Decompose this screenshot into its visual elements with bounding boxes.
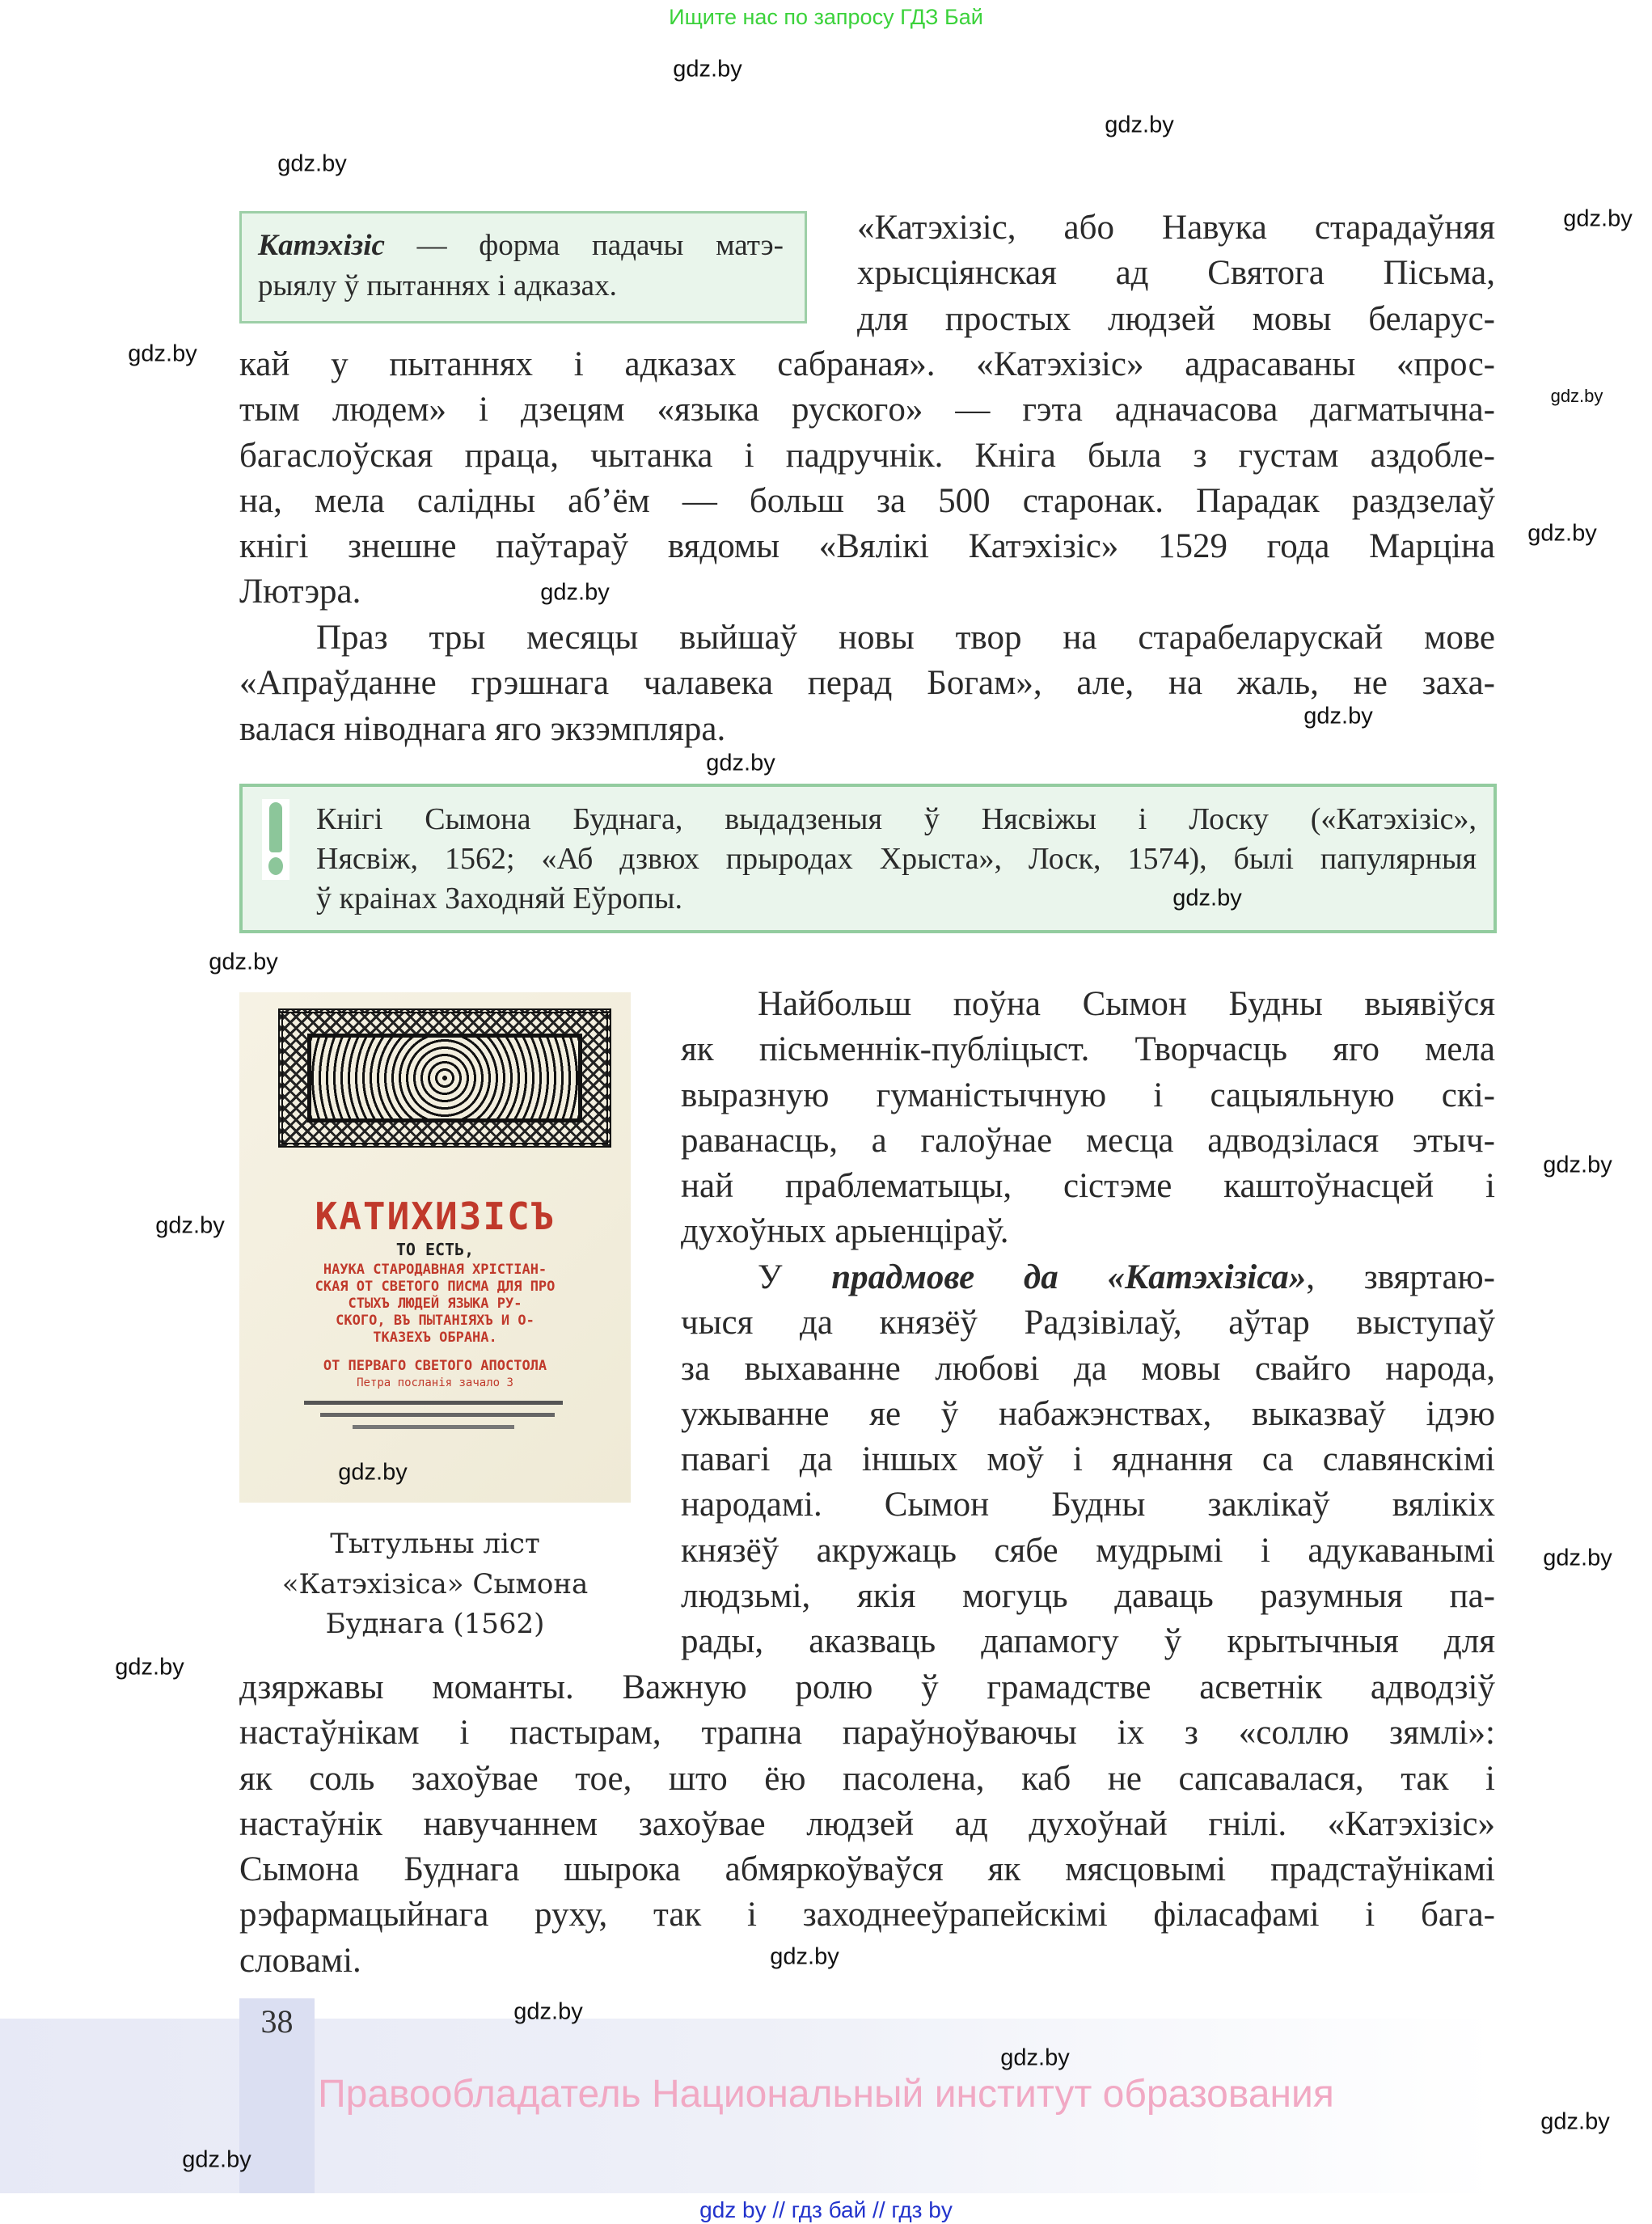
text-line: «Апраўданне грэшнага чалавека перад Богам», але, на жаль, не заха- bbox=[239, 664, 1495, 703]
text-line: настаўнік навучаннем захоўвае людзей ад духоўнай гнілі. «Катэхізіс» bbox=[239, 1804, 1495, 1843]
paragraph-1-right bbox=[857, 205, 1495, 342]
image-apostle-line: ОТ ПЕРВАГО СВЕТОГО АПОСТОЛА bbox=[323, 1358, 547, 1374]
text-line: людзьмі, якія могуць даваць разумныя па- bbox=[681, 1577, 1495, 1616]
text-line: У прадмове да «Катэхізіса», звяртаю- bbox=[758, 1258, 1495, 1296]
text-line: як пісьменнік-публіцыст. Творчасць яго мела bbox=[681, 1030, 1495, 1069]
text-line: раванасць, а галоўнае месца адводзілася этыч- bbox=[681, 1121, 1495, 1160]
watermark: gdz.by bbox=[115, 1654, 184, 1681]
image-text bbox=[239, 1262, 631, 1347]
watermark: gdz.by bbox=[182, 2146, 251, 2173]
text-line: дзяржавы моманты. Важную ролю ў грамадстве асветнік адводзіў bbox=[239, 1668, 1495, 1706]
text-line: ужыванне яе ў набажэнствах, выказваў ідэю bbox=[681, 1394, 1495, 1433]
text-line: «Катэхізіс, або Навука старадаўняя bbox=[857, 209, 1495, 247]
text-line: за выхаванне любові да мовы свайго народа, bbox=[681, 1349, 1495, 1388]
text-line: для простых людзей мовы беларус- bbox=[857, 299, 1495, 338]
watermark: gdz.by bbox=[1543, 1545, 1612, 1571]
paragraph-4-right bbox=[681, 1255, 1495, 1665]
text-line: Найбольш поўна Сымон Будны выявіўся bbox=[758, 985, 1495, 1023]
exclamation-icon bbox=[262, 799, 289, 880]
watermark: gdz.by bbox=[1172, 885, 1242, 911]
watermark: gdz.by bbox=[540, 579, 610, 606]
text-line: чыся да князёў Радзівілаў, аўтар выступаў bbox=[681, 1304, 1495, 1342]
watermark: gdz.by bbox=[706, 750, 775, 776]
paragraph-3 bbox=[681, 982, 1495, 1255]
text-line: на, мела салідны аб’ём — больш за 500 старонак. Парадак раздзелаў bbox=[239, 481, 1495, 520]
text-line: Праз тры месяцы выйшаў новы твор на старабеларускай мове bbox=[316, 619, 1495, 657]
watermark: gdz.by bbox=[770, 1943, 839, 1970]
definition-box bbox=[239, 211, 807, 323]
paragraph-4-full bbox=[239, 1665, 1495, 1984]
text-line: кнігі знешне паўтараў вядомы «Вялікі Катэхізіс» 1529 года Марціна bbox=[239, 527, 1495, 566]
text-line: рады, аказваць дапамогу ў крытычныя для bbox=[681, 1622, 1495, 1661]
text-line: тым людем» і дзецям «языка рускогo» — гэта адначасова дагматычна- bbox=[239, 391, 1495, 429]
watermark: gdz.by bbox=[1540, 2108, 1610, 2135]
watermark: gdz.by bbox=[1527, 520, 1597, 547]
text-line: кай у пытаннях і адказах сабраная». «Катэхізіс» адрасаваны «прос- bbox=[239, 345, 1495, 383]
definition-text: — форма падачы матэ- bbox=[384, 229, 784, 262]
watermark: gdz.by bbox=[338, 1459, 408, 1486]
text-line: СТЫХЪ ЛЮДЕЙ ЯЗЫКА РУ- bbox=[348, 1296, 522, 1312]
text-line: павагі да іншых моў і яднання са славянскімі bbox=[681, 1440, 1495, 1479]
text-line: Нясвіж, 1562; «Аб дзвюх прыродах Хрыста», Лоск, 1574), былі папулярныя bbox=[316, 842, 1477, 876]
paragraph-1-full bbox=[239, 342, 1495, 615]
emphasis: прадмове да «Катэхізіса» bbox=[831, 1258, 1307, 1296]
text-line: Сымона Буднага шырока абмяркоўваўся як мясцовымі прадстаўнікамі bbox=[239, 1850, 1495, 1889]
text-line: СКОГО, ВЪ ПЫТАНІЯХЪ И О- bbox=[336, 1313, 534, 1329]
catechism-title-page-image bbox=[239, 992, 631, 1503]
text-line: НАУКА СТАРОДАВНАЯ ХРІСТІАН- bbox=[323, 1262, 547, 1278]
text-line: Буднага (1562) bbox=[325, 1608, 545, 1640]
page-number: 38 bbox=[260, 2003, 294, 2040]
image-caption bbox=[239, 1524, 631, 1645]
watermark: gdz.by bbox=[673, 56, 742, 82]
definition-line: рыялу ў пытаннях і адказах. bbox=[258, 269, 617, 302]
text-line: народамі. Сымон Будны заклікаў вялікіх bbox=[681, 1486, 1495, 1524]
definition-term: Катэхізіс bbox=[258, 229, 385, 262]
watermark: gdz.by bbox=[1550, 386, 1603, 406]
watermark: gdz.by bbox=[128, 340, 197, 367]
text-line: хрысціянская ад Святога Пісьма, bbox=[857, 254, 1495, 293]
text-line: ў краінах Заходняй Еўропы. bbox=[316, 882, 683, 915]
watermark: gdz.by bbox=[1563, 205, 1633, 232]
copyright-notice: Правообладатель Национальный институт образования bbox=[318, 2073, 1334, 2116]
text-line: словамі. bbox=[239, 1941, 361, 1980]
text-line: князёў акружаць сябе мудрымі і адукаванымі bbox=[681, 1531, 1495, 1570]
text-line: як соль захоўвае тое, што ёю пасолена, каб не сапсавалася, так і bbox=[239, 1759, 1495, 1798]
text-line: Кнігі Сымона Буднага, выдадзеныя ў Нясвіжы і Лоску («Катэхізіс», bbox=[316, 802, 1477, 836]
watermark: gdz.by bbox=[209, 949, 278, 975]
text-line: «Катэхізіса» Сымона bbox=[281, 1567, 589, 1600]
text-line: Лютэра. bbox=[239, 573, 361, 611]
text-line: най праблематыцы, сістэме каштоўнасцей і bbox=[681, 1167, 1495, 1206]
text-line: рэфармацыйнага руху, так і заходнееўрапейскімі філасафамі і бага- bbox=[239, 1896, 1495, 1934]
definition-line bbox=[258, 228, 784, 263]
text-line: СКАЯ ОТ СВЕТОГО ПИСМА ДЛЯ ПРО bbox=[315, 1279, 556, 1295]
watermark: gdz.by bbox=[277, 150, 347, 177]
text-line: выразную гуманістычную і сацыяльную скі- bbox=[681, 1076, 1495, 1114]
text-line: ТКАЗЕХЪ ОБРАНА. bbox=[373, 1330, 497, 1346]
watermark: gdz.by bbox=[1543, 1152, 1612, 1178]
text-line: духоўных арыенціраў. bbox=[681, 1212, 1009, 1251]
image-title: КАТИХИЗІСЪ bbox=[315, 1194, 556, 1238]
watermark: gdz.by bbox=[1105, 112, 1174, 138]
paragraph-2 bbox=[239, 615, 1495, 752]
text-line: настаўнікам і пастырам, трапна параўноўваючы іх з «соллю зямлі»: bbox=[239, 1714, 1495, 1753]
text-line: багаслоўская праца, чытанка і падручнік. Кніга была з густам аздобле- bbox=[239, 436, 1495, 475]
text-line: Тытульны ліст bbox=[330, 1528, 540, 1560]
text-line: валася ніводнага яго экзэмпляра. bbox=[239, 709, 726, 748]
note-text bbox=[316, 800, 1477, 919]
search-hint-banner: Ищите нас по запросу ГДЗ Бай bbox=[669, 5, 983, 29]
bottom-links[interactable]: gdz by // гдз бай // гдз by bbox=[699, 2197, 953, 2222]
note-box bbox=[239, 784, 1497, 933]
watermark: gdz.by bbox=[1000, 2044, 1070, 2071]
image-subtitle: ТО ЕСТЬ, bbox=[395, 1240, 475, 1259]
watermark: gdz.by bbox=[513, 1998, 583, 2025]
ornament-frame bbox=[278, 1008, 611, 1148]
image-apostle-sub: Петра посланія зачало 3 bbox=[357, 1376, 513, 1389]
watermark: gdz.by bbox=[155, 1212, 225, 1239]
watermark: gdz.by bbox=[1303, 703, 1373, 729]
